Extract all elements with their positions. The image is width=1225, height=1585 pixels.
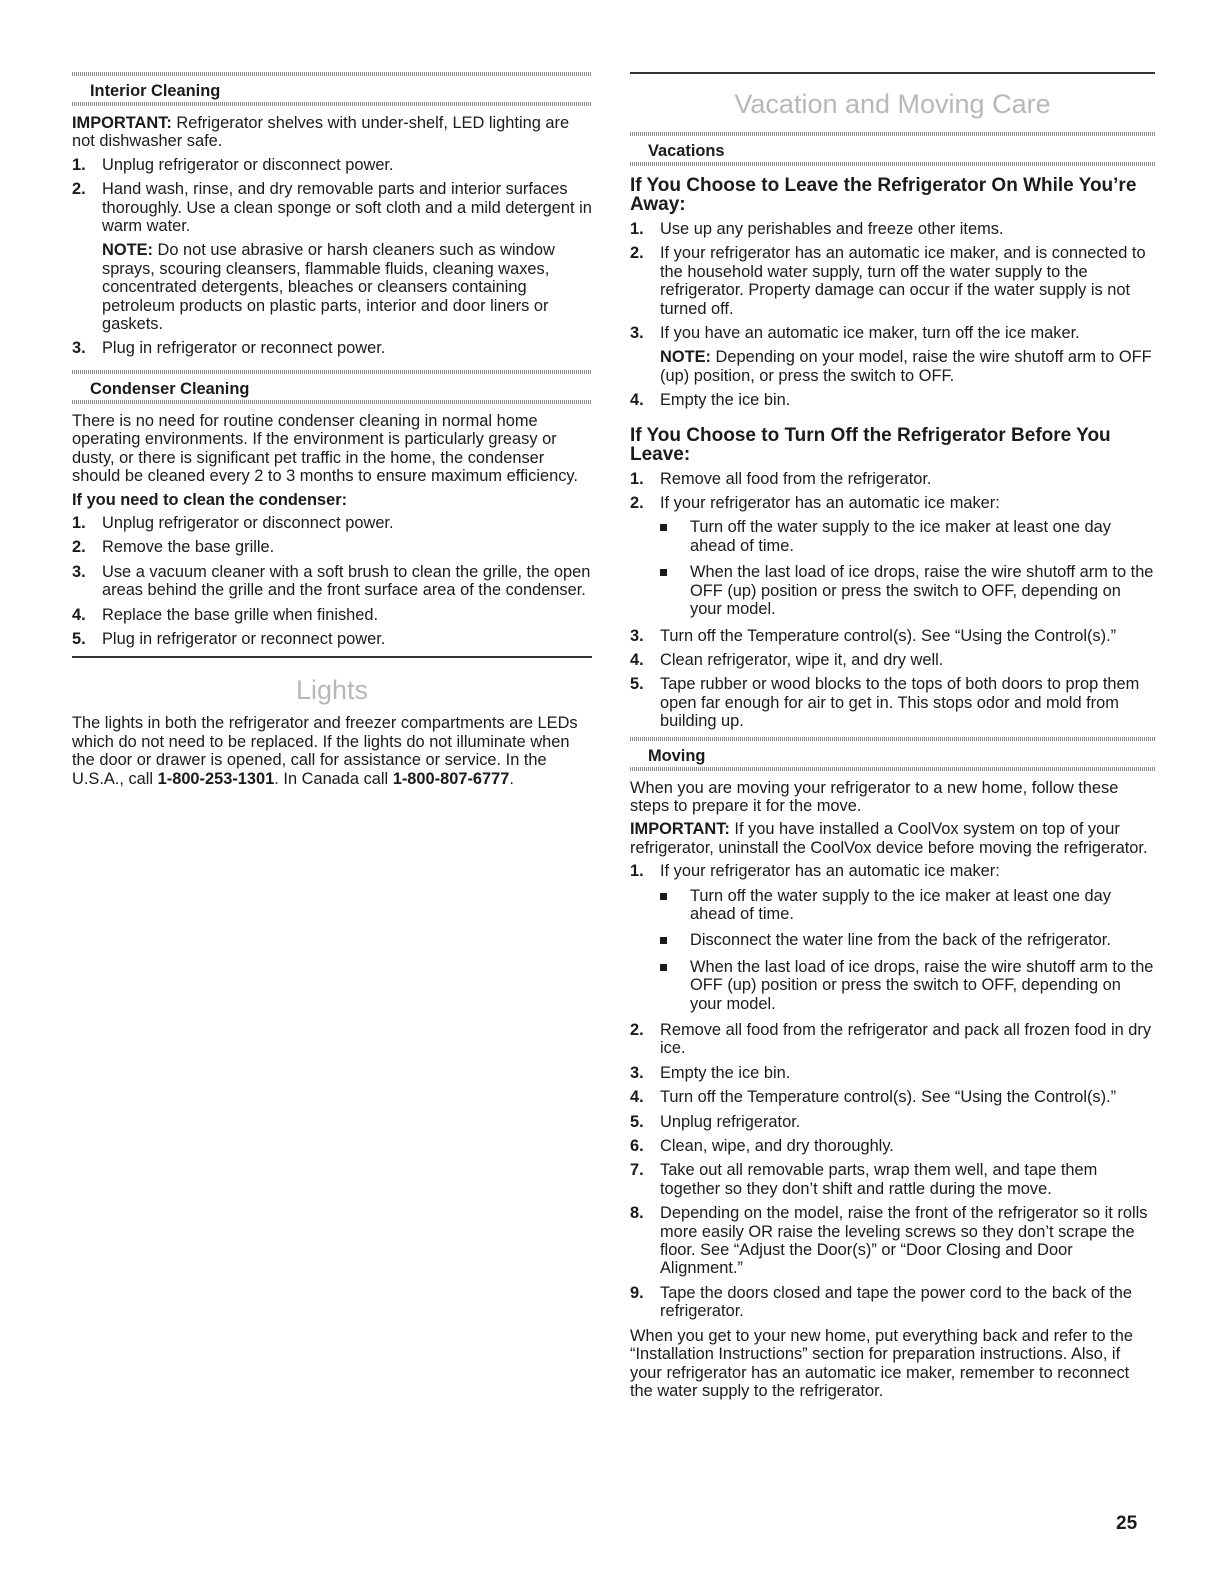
- bullet-square-icon: [660, 569, 667, 576]
- list-item: 2. Remove the base grille.: [72, 538, 275, 557]
- bullet-item: When the last load of ice drops, raise the wire shutoff arm to the OFF (up) position or press the switch to OFF, depending on your model.: [660, 958, 1155, 1013]
- condenser-intro: There is no need for routine condenser cleaning in normal home operating environments. If the environment is particularly greasy or dusty, or there is significant pet traffic in the home, the condenser should be cleaned every 2 to 3 months to ensure maximum efficiency.: [72, 411, 578, 486]
- list-item: 8. Depending on the model, raise the front of the refrigerator so it rolls more easily OR raise the leveling screws so they don’t scrape the floor. See “Adjust the Door(s)” or “Door Closing and Door Alignment.”: [630, 1204, 1148, 1278]
- list-item: 9. Tape the doors closed and tape the power cord to the back of the refrigerator.: [630, 1283, 1132, 1321]
- interior-cleaning-header: [72, 72, 592, 106]
- moving-intro: When you are moving your refrigerator to a new home, follow these steps to prepare it for the move.: [630, 778, 1119, 815]
- vacation-on-steps: [630, 220, 1155, 410]
- title-rule: [630, 72, 1155, 120]
- moving-header: [630, 737, 1155, 771]
- lights-title: Lights: [295, 675, 369, 706]
- right-column: [630, 72, 1155, 1405]
- list-item: 2. If your refrigerator has an automatic ice maker, and is connected to the household water supply, turn off the water supply to the refrigerator. Property damage can occur if the water supply is not turned off.: [630, 244, 1146, 318]
- list-item: 1. Use up any perishables and freeze other items.: [630, 220, 1004, 238]
- condenser-cleaning-header: [72, 370, 592, 404]
- bullet-square-icon: [660, 524, 667, 531]
- bullet-item: When the last load of ice drops, raise the wire shutoff arm to the OFF (up) position or press the switch to OFF, depending on your model.: [660, 563, 1155, 618]
- interior-steps: [72, 156, 592, 358]
- bullet-item: Disconnect the water line from the back of the refrigerator.: [660, 931, 1155, 949]
- list-item: 7. Take out all removable parts, wrap them well, and tape them together so they don’t shift and rattle during the move.: [630, 1161, 1098, 1198]
- moving-outro: When you get to your new home, put everything back and refer to the “Installation Instructions” section for preparation instructions. Also, if your refrigerator has an automatic ice maker, remember to reconnect the water supply to the refrigerator.: [630, 1326, 1133, 1400]
- list-item: 5. Plug in refrigerator or reconnect power.: [72, 629, 386, 648]
- list-item: 4. Turn off the Temperature control(s). See “Using the Control(s).”: [630, 1088, 1117, 1107]
- section-divider: [72, 656, 592, 658]
- list-item: 2. Remove all food from the refrigerator and pack all frozen food in dry ice.: [630, 1021, 1152, 1058]
- moving-important: IMPORTANT: If you have installed a CoolVox system on top of your refrigerator, uninstall the CoolVox device before moving the refrigerator.: [630, 820, 1148, 857]
- section-heading: Interior Cleaning: [90, 82, 221, 100]
- list-item: 1. Unplug refrigerator or disconnect power.: [72, 155, 394, 174]
- page-number: 25: [1116, 1513, 1138, 1534]
- list-item: 2. Hand wash, rinse, and dry removable parts and interior surfaces thoroughly. Use a clean sponge or soft cloth and a mild detergent in warm water. NOTE: Do not use abrasive or harsh cleaners such as window sprays, scouring cleansers, flammable fluids, cleaning waxes, concentrated detergents, bleaches or cleansers containing petroleum products on plastic parts, interior and door liners or gaskets.: [72, 180, 592, 334]
- vacations-header: [630, 132, 1155, 166]
- list-item: 1. If your refrigerator has an automatic ice maker: Turn off the water supply to the ice maker at least one day ahead of time. Disconnect the water line from the back of the refrigerator. When the last load of ice drops, raise the wire shutoff arm to the OFF (up) position or press the switch to OFF, depending on your model.: [630, 862, 1154, 1013]
- list-item: 3. Turn off the Temperature control(s). See “Using the Control(s).”: [630, 626, 1117, 645]
- important-note: IMPORTANT: Refrigerator shelves with under-shelf, LED lighting are not dishwasher safe.: [72, 114, 570, 151]
- vacation-off-steps: [630, 470, 1155, 731]
- bullet-list: [660, 518, 1155, 618]
- list-item: 2. If your refrigerator has an automatic ice maker: Turn off the water supply to the ice maker at least one day ahead of time. When the last load of ice drops, raise the wire shutoff arm to the OFF (up) position or press the switch to OFF, depending on your model.: [630, 494, 1154, 619]
- vacation-on-subhead: If You Choose to Leave the Refrigerator On While You’re Away:: [630, 175, 1137, 215]
- list-item: 1. Unplug refrigerator or disconnect power.: [72, 513, 394, 532]
- bullet-item: Turn off the water supply to the ice maker at least one day ahead of time.: [660, 518, 1155, 555]
- bullet-square-icon: [660, 893, 667, 900]
- list-item: 3. Use a vacuum cleaner with a soft brush to clean the grille, the open areas behind the grille and the front surface area of the condenser.: [72, 562, 591, 600]
- step-note: NOTE: Do not use abrasive or harsh cleaners such as window sprays, scouring cleansers, flammable fluids, cleaning waxes, concentrated detergents, bleaches or cleansers containing petroleum products on plastic parts, interior and door liners or gaskets.: [102, 241, 555, 334]
- vacation-off-subhead: If You Choose to Turn Off the Refrigerator Before You Leave:: [630, 424, 1111, 465]
- left-column: [72, 72, 592, 793]
- condenser-subhead: If you need to clean the condenser:: [72, 490, 348, 509]
- list-item: 6. Clean, wipe, and dry thoroughly.: [630, 1137, 894, 1156]
- page-title: Vacation and Moving Care: [734, 89, 1051, 119]
- list-item: 3. Empty the ice bin.: [630, 1063, 791, 1082]
- list-item: 4. Clean refrigerator, wipe it, and dry well.: [630, 650, 944, 669]
- list-item: 5. Unplug refrigerator.: [630, 1112, 801, 1131]
- bullet-item: Turn off the water supply to the ice maker at least one day ahead of time.: [660, 887, 1155, 924]
- phone-canada: 1-800-807-6777: [392, 769, 510, 788]
- condenser-steps: [72, 514, 592, 648]
- list-item: 4. Empty the ice bin.: [630, 391, 791, 410]
- section-heading: Condenser Cleaning: [90, 379, 250, 398]
- lights-text: The lights in both the refrigerator and freezer compartments are LEDs which do not need to be replaced. If the lights do not illuminate when the door or drawer is opened, call for assistance or service. In the U.S.A., call 1-800-253-1301. In Canada call 1-800-807-6777.: [72, 714, 578, 788]
- bullet-list: [660, 887, 1155, 1013]
- section-heading: Vacations: [648, 142, 725, 160]
- list-item: 3. If you have an automatic ice maker, turn off the ice maker. NOTE: Depending on your model, raise the wire shutoff arm to OFF (up) position, or press the switch to OFF.: [630, 324, 1155, 385]
- list-item: 3. Plug in refrigerator or reconnect power.: [72, 339, 386, 358]
- phone-us: 1-800-253-1301: [157, 769, 275, 788]
- step-note: NOTE: Depending on your model, raise the wire shutoff arm to OFF (up) position, or press the switch to OFF.: [660, 348, 1152, 385]
- list-item: 1. Remove all food from the refrigerator.: [630, 469, 932, 488]
- list-item: 4. Replace the base grille when finished.: [72, 605, 379, 624]
- bullet-square-icon: [660, 964, 667, 971]
- section-heading: Moving: [648, 746, 706, 765]
- moving-steps: [630, 862, 1155, 1321]
- list-item: 5. Tape rubber or wood blocks to the tops of both doors to prop them open far enough for air to get in. This stops odor and mold from building up.: [630, 675, 1140, 731]
- bullet-square-icon: [660, 937, 667, 944]
